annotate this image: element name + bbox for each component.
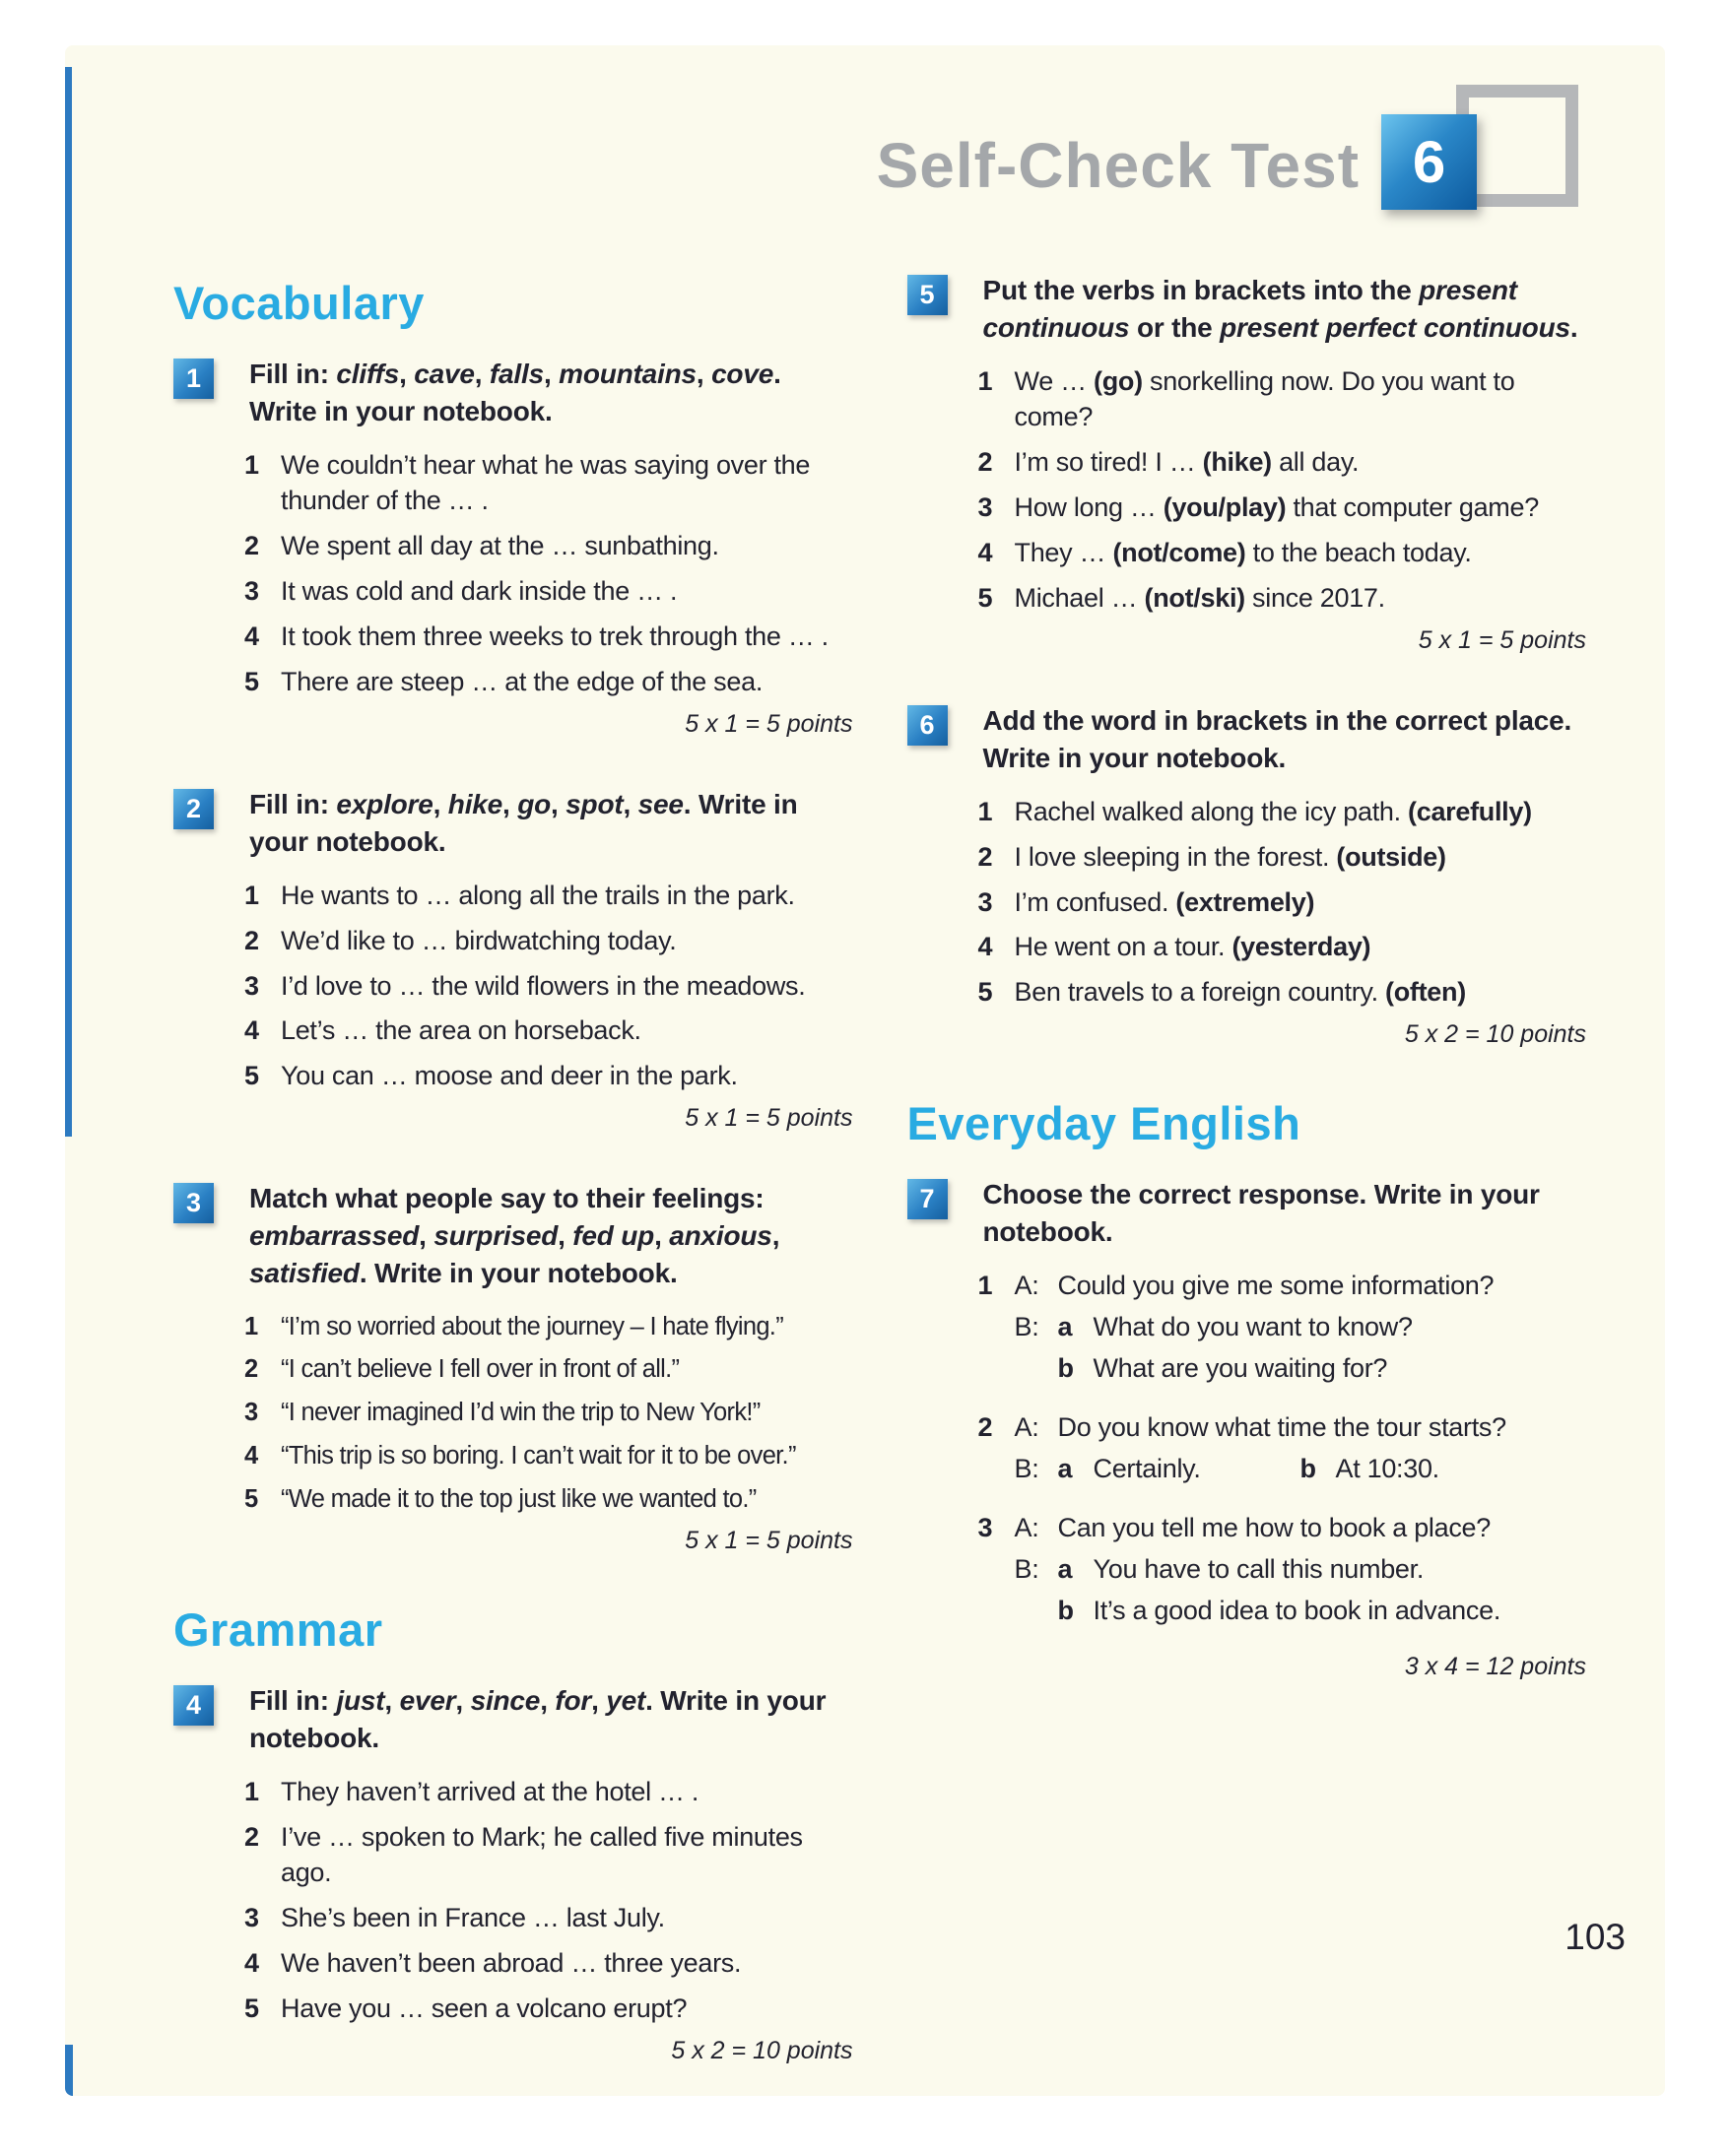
text-run: (carefully) — [1408, 796, 1532, 826]
text-run: (extremely) — [1175, 886, 1315, 917]
text-run: present continuous — [982, 275, 1517, 344]
item-text — [1015, 795, 1587, 830]
exercise-instruction — [249, 1682, 853, 1757]
text-run: go — [517, 788, 552, 819]
text-run: Michael … — [1014, 582, 1145, 613]
speaker-b-label: B: — [1014, 1312, 1039, 1342]
left-accent-strip — [65, 67, 72, 1137]
item-text — [1015, 930, 1587, 965]
option-label: a — [1057, 1553, 1073, 1584]
item-text — [281, 1901, 853, 1936]
text-run: (not/ski) — [1144, 582, 1245, 613]
text-run: , — [771, 1220, 780, 1252]
response-option — [1058, 1594, 1587, 1629]
unit-number-badge: 6 — [1381, 114, 1477, 210]
speaker-b-label: B: — [1014, 1553, 1039, 1584]
text-run: “We made it to the top just like we wanted to.” — [281, 1485, 757, 1514]
item-text — [281, 1013, 853, 1049]
text-run: all day. — [1271, 446, 1360, 477]
item-number: 1 — [244, 1777, 259, 1807]
exercise-item-list — [173, 1311, 853, 1518]
item-number: 1 — [244, 880, 259, 910]
option-text: What do you want to know? — [1093, 1312, 1413, 1342]
text-run: They haven’t arrived at the hotel … . — [281, 1777, 699, 1807]
exercise-instruction — [249, 356, 853, 430]
text-run: I’d love to … the wild flowers in the meadows. — [281, 970, 806, 1001]
text-run: Choose the correct response. Write in your notebook. — [982, 1179, 1540, 1248]
item-number: 2 — [244, 925, 259, 955]
text-run: since 2017. — [1244, 582, 1385, 613]
text-run: How long … — [1014, 491, 1164, 522]
speaker-a-label: A: — [1014, 1271, 1039, 1301]
exercise-instruction — [249, 1180, 853, 1292]
points-label: 5 x 1 = 5 points — [685, 709, 853, 738]
test-page — [65, 45, 1665, 2096]
exercise-item — [244, 1311, 853, 1344]
text-run: since — [470, 1685, 541, 1717]
exercise-instruction — [983, 702, 1587, 777]
item-number: 4 — [244, 1442, 258, 1470]
item-text — [1015, 1511, 1587, 1629]
item-number: 4 — [244, 1015, 259, 1046]
exercise-item — [244, 924, 853, 959]
item-number: 3 — [977, 491, 993, 522]
exercise-header — [173, 356, 853, 430]
content-columns — [65, 242, 1665, 2096]
text-run: She’s been in France … last July. — [281, 1902, 665, 1932]
text-run: I’ve … spoken to Mark; he called five minutes ago. — [281, 1822, 803, 1888]
option-label: b — [1299, 1454, 1316, 1484]
text-run: , — [474, 359, 490, 389]
dialogue-line-b — [1015, 1310, 1587, 1387]
exercise-item — [978, 364, 1587, 435]
exercise-header — [907, 272, 1587, 347]
item-number: 1 — [977, 366, 993, 397]
text-run: (hike) — [1202, 446, 1272, 477]
response-option — [1058, 1310, 1587, 1345]
text-run: spot — [566, 788, 624, 819]
text-run: Fill in: — [249, 1685, 337, 1717]
exercise-item — [978, 840, 1587, 876]
item-text — [281, 924, 853, 959]
text-run: snorkelling now. Do you want to come? — [1014, 366, 1515, 432]
text-run: mountains — [559, 359, 697, 389]
text-run: I’m confused. — [1014, 886, 1176, 917]
text-run: It took them three weeks to trek through the … . — [281, 621, 829, 651]
page-number: 103 — [1564, 1917, 1626, 1957]
item-text — [1015, 975, 1587, 1011]
exercise-6 — [907, 702, 1587, 1050]
text-run: satisfied — [249, 1258, 360, 1289]
text-run: “I’m so worried about the journey – I hate flying.” — [281, 1312, 783, 1340]
item-number: 5 — [244, 1061, 259, 1091]
item-text — [281, 1775, 853, 1810]
exercise-item — [244, 1059, 853, 1094]
speaker-b-label: B: — [1014, 1454, 1039, 1484]
exercise-item — [244, 665, 853, 700]
exercise-item — [244, 574, 853, 610]
section-heading-grammar: Grammar — [173, 1603, 383, 1657]
text-run: I love sleeping in the forest. — [1014, 841, 1337, 872]
exercise-item — [244, 879, 853, 914]
text-run: . Write in your notebook. — [249, 359, 781, 427]
exercise-item — [978, 975, 1587, 1011]
item-number: 3 — [244, 575, 259, 606]
text-run: You can … moose and deer in the park. — [281, 1061, 738, 1091]
item-text — [281, 1059, 853, 1094]
exercise-item-list — [907, 1269, 1587, 1628]
dialogue-line-a — [1015, 1511, 1587, 1546]
text-run: We spent all day at the … sunbathing. — [281, 530, 719, 560]
text-run: explore — [336, 788, 433, 819]
item-text — [1015, 1410, 1587, 1487]
exercise-item — [244, 529, 853, 564]
item-number: 2 — [977, 1412, 993, 1443]
item-number: 5 — [977, 977, 993, 1008]
text-run: Let’s … the area on horseback. — [281, 1015, 641, 1046]
text-run: They … — [1014, 537, 1113, 567]
option-label: b — [1057, 1595, 1074, 1625]
item-text — [281, 1820, 853, 1891]
item-number: 1 — [244, 1312, 258, 1340]
item-text — [1015, 1269, 1587, 1387]
text-run: , — [623, 788, 638, 819]
text-run: ever — [399, 1685, 456, 1717]
text-run: (outside) — [1336, 841, 1446, 872]
text-run: , — [540, 1685, 556, 1717]
exercise-item-list — [907, 795, 1587, 1012]
item-text — [281, 969, 853, 1005]
text-run: , — [384, 1685, 400, 1717]
text-run: Have you … seen a volcano erupt? — [281, 1993, 688, 2023]
item-number: 5 — [977, 582, 993, 613]
section-heading-vocabulary: Vocabulary — [173, 277, 425, 329]
exercise-number-badge: 5 — [907, 275, 948, 315]
exercise-item — [244, 1483, 853, 1517]
item-number: 1 — [977, 1271, 993, 1301]
exercise-number-badge: 4 — [173, 1685, 214, 1726]
exercise-item — [978, 930, 1587, 965]
item-number: 5 — [244, 666, 259, 696]
points-label: 3 x 4 = 12 points — [1404, 1652, 1586, 1680]
exercise-4 — [173, 1682, 853, 2065]
text-run: , — [502, 788, 518, 819]
response-option — [1058, 1552, 1587, 1588]
exercise-item-list — [173, 1775, 853, 2026]
exercise-item-list — [173, 448, 853, 699]
exercise-item — [978, 536, 1587, 571]
speaker-a-text: Do you know what time the tour starts? — [1057, 1412, 1506, 1443]
text-run: , — [543, 359, 560, 389]
text-run: , — [696, 359, 712, 389]
text-run: (go) — [1094, 366, 1143, 397]
item-text — [281, 1397, 853, 1430]
item-text — [281, 1483, 853, 1517]
item-number: 2 — [244, 1822, 259, 1853]
item-text — [1015, 840, 1587, 876]
exercise-instruction — [983, 272, 1587, 347]
text-run: , — [654, 1220, 670, 1252]
dialogue-line-a — [1015, 1410, 1587, 1446]
item-text — [281, 448, 853, 519]
response-options — [1058, 1452, 1587, 1487]
exercise-item — [978, 1269, 1587, 1387]
item-text — [281, 1992, 853, 2027]
text-run: (often) — [1385, 977, 1466, 1008]
item-number: 2 — [244, 530, 259, 560]
text-run: or the — [1129, 312, 1221, 344]
exercise-item — [978, 581, 1587, 617]
text-run: It was cold and dark inside the … . — [281, 575, 678, 606]
item-number: 3 — [244, 970, 259, 1001]
points-label: 5 x 1 = 5 points — [1418, 625, 1586, 654]
text-run: fed up — [572, 1220, 655, 1252]
text-run: Ben travels to a foreign country. — [1014, 977, 1386, 1008]
item-number: 3 — [244, 1399, 258, 1427]
item-text — [281, 620, 853, 655]
option-text: At 10:30. — [1335, 1454, 1439, 1484]
exercise-item — [244, 1901, 853, 1936]
item-number: 3 — [977, 1512, 993, 1542]
points-label: 5 x 1 = 5 points — [685, 1527, 853, 1555]
item-text — [281, 665, 853, 700]
text-run: (not/come) — [1112, 537, 1246, 567]
speaker-a-text: Could you give me some information? — [1057, 1271, 1495, 1301]
text-run: Put the verbs in brackets into the — [982, 275, 1420, 305]
page-header — [65, 45, 1665, 242]
dialogue-line-a — [1015, 1269, 1587, 1304]
exercise-3 — [173, 1180, 853, 1555]
text-run: just — [336, 1685, 385, 1717]
exercise-item — [978, 490, 1587, 526]
text-run: (you/play) — [1163, 491, 1287, 522]
text-run: present perfect continuous — [1220, 312, 1570, 344]
exercise-item — [244, 1820, 853, 1891]
text-run: that computer game? — [1286, 491, 1539, 522]
exercise-item — [244, 1992, 853, 2027]
exercise-item — [244, 1013, 853, 1049]
option-label: a — [1057, 1454, 1073, 1484]
text-run: . Write in your notebook. — [249, 1685, 827, 1754]
text-run: Add the word in brackets in the correct place. Write in your notebook. — [982, 704, 1572, 773]
text-run: , — [432, 788, 448, 819]
exercise-number-badge: 1 — [173, 359, 214, 399]
exercise-2 — [173, 786, 853, 1134]
item-text — [1015, 885, 1587, 921]
response-option — [1300, 1452, 1439, 1487]
text-run: , — [551, 788, 566, 819]
right-column — [907, 272, 1587, 2096]
text-run: surprised — [433, 1220, 559, 1252]
exercise-item — [978, 445, 1587, 481]
text-run: to the beach today. — [1245, 537, 1472, 567]
text-run: Fill in: — [249, 359, 337, 389]
item-text — [1015, 536, 1587, 571]
text-run: “I can’t believe I fell over in front of all.” — [281, 1355, 680, 1384]
text-run: We’d like to … birdwatching today. — [281, 925, 677, 955]
left-column — [173, 272, 853, 2096]
exercise-1 — [173, 356, 853, 739]
text-run: We … — [1014, 366, 1095, 397]
points-label: 5 x 2 = 10 points — [671, 2036, 853, 2064]
exercise-number-badge: 3 — [173, 1183, 214, 1223]
page-title: Self-Check Test — [876, 130, 1360, 201]
item-text — [1015, 364, 1587, 435]
text-run: , — [399, 359, 415, 389]
exercise-item — [244, 1353, 853, 1387]
item-text — [1015, 445, 1587, 481]
option-text: You have to call this number. — [1093, 1553, 1425, 1584]
points-label: 5 x 1 = 5 points — [685, 1104, 853, 1133]
item-number: 1 — [977, 796, 993, 826]
item-number: 4 — [244, 1947, 259, 1978]
exercise-number-badge: 7 — [907, 1179, 948, 1219]
unit-decoration — [1381, 85, 1578, 242]
item-text — [1015, 581, 1587, 617]
text-run: . — [1569, 312, 1578, 344]
text-run: We couldn’t hear what he was saying over the thunder of the … . — [281, 450, 811, 516]
item-number: 3 — [244, 1902, 259, 1932]
text-run: “I never imagined I’d win the trip to New York!” — [281, 1399, 761, 1427]
text-run: Match what people say to their feelings: — [249, 1183, 765, 1214]
option-text: Certainly. — [1093, 1454, 1201, 1484]
exercise-header — [173, 1180, 853, 1292]
item-number: 2 — [977, 841, 993, 872]
exercise-header — [907, 1176, 1587, 1251]
response-options — [1058, 1310, 1587, 1387]
text-run: anxious — [669, 1220, 772, 1252]
exercise-header — [907, 702, 1587, 777]
text-run: There are steep … at the edge of the sea. — [281, 666, 764, 696]
text-run: falls — [489, 359, 544, 389]
option-text: It’s a good idea to book in advance. — [1093, 1595, 1501, 1625]
exercise-item — [244, 969, 853, 1005]
text-run: Fill in: — [249, 788, 337, 819]
item-number: 4 — [244, 621, 259, 651]
exercise-number-badge: 6 — [907, 705, 948, 746]
item-number: 1 — [244, 450, 259, 481]
exercise-item — [244, 1397, 853, 1430]
text-run: , — [558, 1220, 573, 1252]
text-run: . Write in your notebook. — [249, 788, 798, 857]
text-run: cove — [711, 359, 774, 389]
exercise-header — [173, 786, 853, 861]
exercise-item-list — [173, 879, 853, 1095]
exercise-item — [244, 448, 853, 519]
response-options — [1058, 1552, 1587, 1629]
response-option — [1058, 1351, 1587, 1387]
text-run: He wants to … along all the trails in the park. — [281, 880, 795, 910]
item-text — [281, 879, 853, 914]
text-run: He went on a tour. — [1014, 932, 1232, 962]
exercise-item — [244, 1946, 853, 1982]
exercise-number-badge: 2 — [173, 789, 214, 829]
exercise-item — [978, 1511, 1587, 1629]
text-run: for — [555, 1685, 592, 1717]
item-text — [281, 1353, 853, 1387]
text-run: , — [455, 1685, 471, 1717]
bottom-accent-strip — [65, 2045, 73, 2096]
item-text — [281, 1946, 853, 1982]
exercise-item — [978, 1410, 1587, 1487]
exercise-item — [244, 1440, 853, 1473]
item-text — [281, 1440, 853, 1473]
text-run: “This trip is so boring. I can’t wait for it to be over.” — [281, 1442, 796, 1470]
item-number: 3 — [977, 886, 993, 917]
option-label: a — [1057, 1312, 1073, 1342]
item-number: 4 — [977, 932, 993, 962]
exercise-header — [173, 1682, 853, 1757]
item-number: 2 — [977, 446, 993, 477]
option-label: b — [1057, 1353, 1074, 1384]
text-run: cave — [414, 359, 475, 389]
text-run: yet — [606, 1685, 646, 1717]
text-run: cliffs — [336, 359, 400, 389]
exercise-7 — [907, 1176, 1587, 1680]
text-run: , — [419, 1220, 434, 1252]
item-text — [1015, 490, 1587, 526]
option-text: What are you waiting for? — [1093, 1353, 1388, 1384]
item-number: 2 — [244, 1355, 258, 1384]
exercise-item — [978, 795, 1587, 830]
exercise-item-list — [907, 364, 1587, 616]
text-run: embarrassed — [249, 1220, 420, 1252]
text-run: We haven’t been abroad … three years. — [281, 1947, 742, 1978]
section-heading-everyday-english: Everyday English — [906, 1097, 1301, 1150]
item-number: 4 — [977, 537, 993, 567]
exercise-item — [978, 885, 1587, 921]
text-run: . Write in your notebook. — [359, 1258, 678, 1289]
text-run: Rachel walked along the icy path. — [1014, 796, 1409, 826]
text-run: see — [637, 788, 684, 819]
exercise-5 — [907, 272, 1587, 655]
dialogue-line-b — [1015, 1552, 1587, 1629]
text-run: , — [591, 1685, 607, 1717]
text-run: (yesterday) — [1231, 932, 1371, 962]
exercise-instruction — [983, 1176, 1587, 1251]
item-text — [281, 1311, 853, 1344]
speaker-a-text: Can you tell me how to book a place? — [1057, 1512, 1491, 1542]
item-number: 5 — [244, 1485, 258, 1514]
speaker-a-label: A: — [1014, 1512, 1039, 1542]
exercise-item — [244, 1775, 853, 1810]
item-text — [281, 529, 853, 564]
text-run: hike — [447, 788, 503, 819]
response-option — [1058, 1452, 1295, 1487]
text-run: I’m so tired! I … — [1014, 446, 1203, 477]
item-number: 5 — [244, 1993, 259, 2023]
item-text — [281, 574, 853, 610]
exercise-instruction — [249, 786, 853, 861]
points-label: 5 x 2 = 10 points — [1404, 1020, 1586, 1049]
dialogue-line-b — [1015, 1452, 1587, 1487]
exercise-item — [244, 620, 853, 655]
speaker-a-label: A: — [1014, 1412, 1039, 1443]
